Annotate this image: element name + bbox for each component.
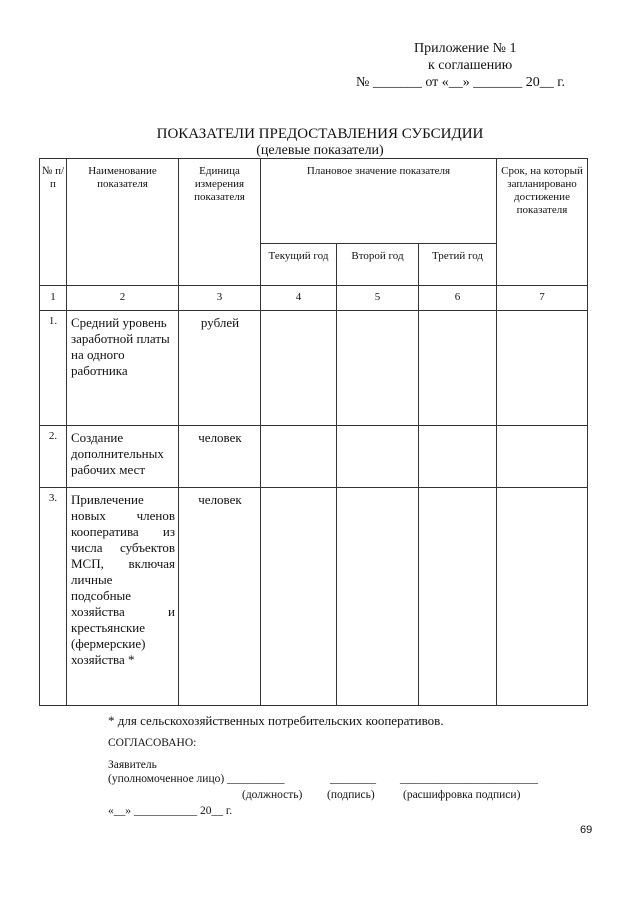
column-number: 3	[179, 286, 261, 311]
header-third-year: Третий год	[419, 244, 497, 286]
value-cell	[337, 488, 419, 706]
table-row	[40, 311, 588, 426]
value-cell	[497, 426, 588, 488]
value-cell	[419, 426, 497, 488]
value-cell	[261, 426, 337, 488]
value-cell	[419, 311, 497, 426]
header-num: № п/п	[40, 159, 67, 286]
footnote: * для сельскохозяйственных потребительских кооперативов.	[108, 713, 444, 728]
applicant-label: Заявитель	[108, 759, 157, 771]
authorized-person-line: (уполномоченное лицо) __________	[108, 773, 285, 785]
decoding-line: ________________________	[400, 773, 538, 785]
indicators-table	[39, 158, 588, 706]
row-number: 2.	[40, 426, 67, 488]
column-number: 5	[337, 286, 419, 311]
value-cell	[497, 488, 588, 706]
decoding-caption: (расшифровка подписи)	[403, 789, 521, 801]
header-name: Наименование показателя	[67, 159, 179, 286]
document-subtitle: (целевые показатели)	[256, 143, 384, 158]
column-number: 2	[67, 286, 179, 311]
signature-caption: (подпись)	[327, 789, 375, 801]
appendix-line-2: к соглашению	[428, 58, 513, 73]
header-unit: Единица измерения показателя	[179, 159, 261, 286]
column-number: 4	[261, 286, 337, 311]
signature-line: ________	[330, 773, 376, 785]
table-row	[40, 488, 588, 706]
header-deadline: Срок, на который запланировано достижение показателя	[497, 159, 588, 286]
value-cell	[497, 311, 588, 426]
date-line: «__» ___________ 20__ г.	[108, 805, 233, 817]
value-cell	[337, 311, 419, 426]
column-number: 6	[419, 286, 497, 311]
row-number: 1.	[40, 311, 67, 426]
indicator-unit: человек	[179, 426, 261, 488]
indicator-name: Средний уровень заработной платы на одного работника	[67, 311, 179, 426]
indicator-name: Привлечение новых членов кооператива из числа субъектов МСП, включая личные подсобные хозяйства и крестьянские (фермерские) хозяйства *	[67, 488, 179, 706]
header-planned: Плановое значение показателя	[261, 159, 497, 244]
value-cell	[337, 426, 419, 488]
position-caption: (должность)	[242, 789, 303, 801]
indicator-name: Создание дополнительных рабочих мест	[67, 426, 179, 488]
header-current-year: Текущий год	[261, 244, 337, 286]
column-number: 7	[497, 286, 588, 311]
indicator-unit: рублей	[179, 311, 261, 426]
page-number: 69	[580, 824, 593, 836]
column-number: 1	[40, 286, 67, 311]
row-number: 3.	[40, 488, 67, 706]
agreed-label: СОГЛАСОВАНО:	[108, 737, 197, 749]
appendix-line-1: Приложение № 1	[414, 41, 517, 56]
value-cell	[419, 488, 497, 706]
document-title: ПОКАЗАТЕЛИ ПРЕДОСТАВЛЕНИЯ СУБСИДИИ	[156, 126, 484, 142]
column-number-row	[40, 286, 588, 311]
value-cell	[261, 488, 337, 706]
value-cell	[261, 311, 337, 426]
appendix-line-3: № _______ от «__» _______ 20__ г.	[356, 75, 565, 90]
header-row-top	[40, 159, 588, 244]
header-second-year: Второй год	[337, 244, 419, 286]
indicator-unit: человек	[179, 488, 261, 706]
table-row	[40, 426, 588, 488]
